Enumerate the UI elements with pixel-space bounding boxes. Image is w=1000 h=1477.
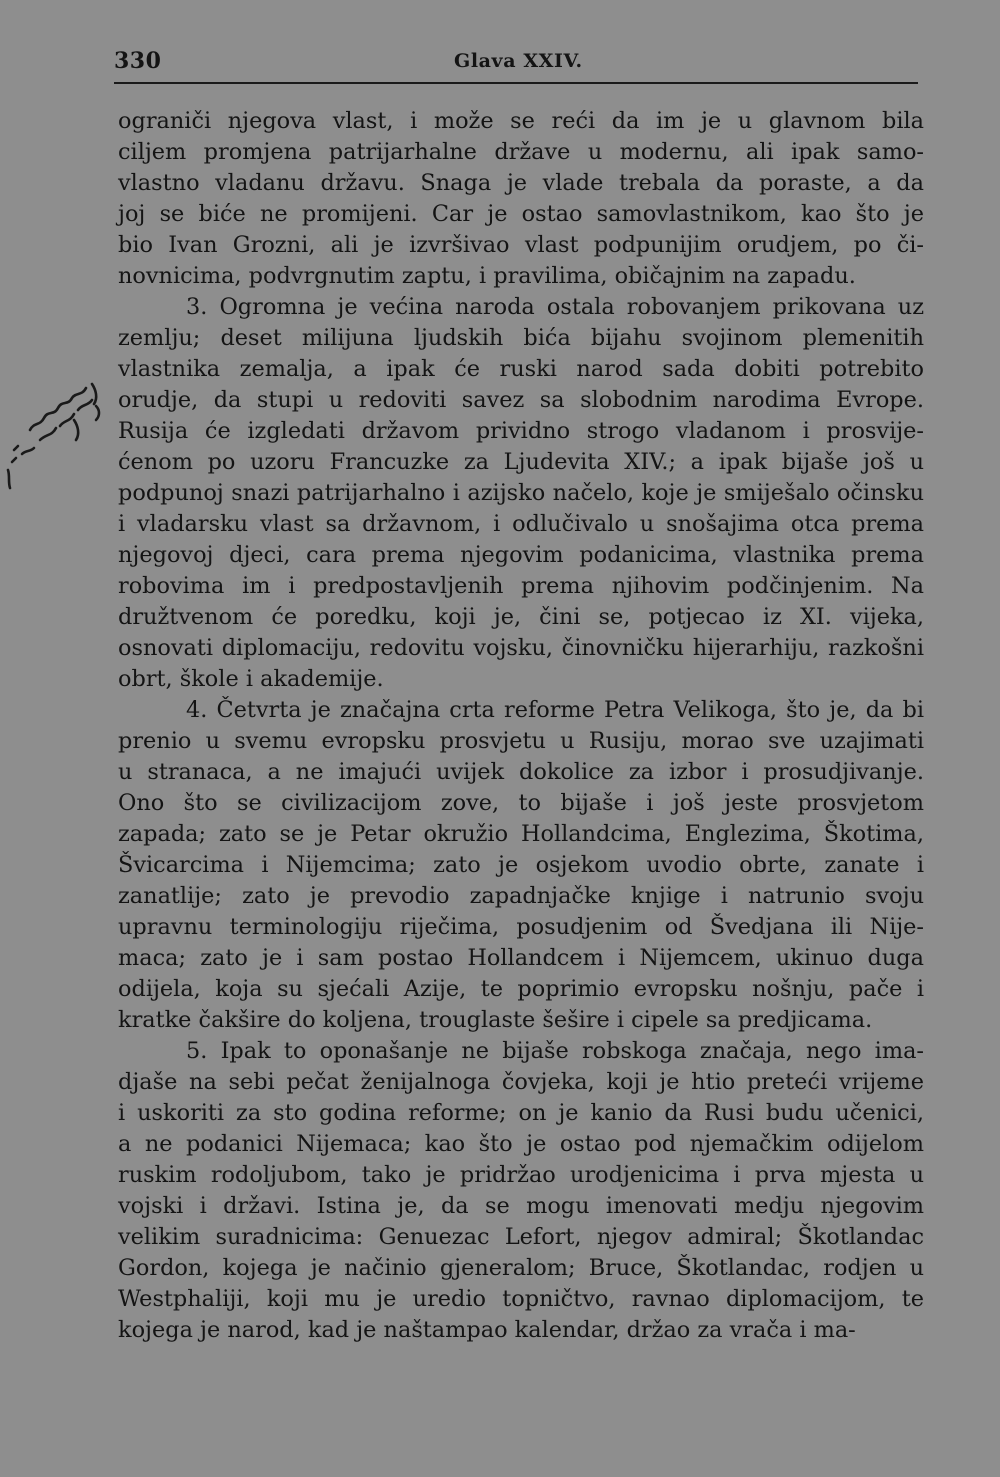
text-line: vlastno vladanu državu. Snaga je vlade trebala da poraste, a da (118, 170, 924, 196)
text-line: joj se biće ne promijeni. Car je ostao samovlastnikom, kao što je (118, 201, 924, 227)
page-number: 330 (114, 48, 162, 74)
text-line: 4. Četvrta je značajna crta reforme Petra Velikoga, što je, da bi (186, 697, 924, 723)
text-line: zemlju; deset milijuna ljudskih bića bijahu svojinom plemenitih (118, 325, 924, 351)
text-line: novnicima, podvrgnutim zaptu, i pravilima, običajnim na zapadu. (118, 263, 856, 289)
text-line: ćenom po uzoru Francuzke za Ljudevita XIV.; a ipak bijaše još u (118, 449, 924, 475)
handwritten-scribble-icon (0, 370, 112, 500)
text-line: 3. Ogromna je većina naroda ostala robovanjem prikovana uz (186, 294, 924, 320)
text-line: velikim suradnicima: Genuezac Lefort, njegov admiral; Škotlandac (118, 1224, 924, 1250)
text-line: zanatlije; zato je prevodio zapadnjačke knjige i natrunio svoju (118, 883, 924, 909)
text-line: obrt, škole i akademije. (118, 666, 384, 692)
text-line: djaše na sebi pečat ženijalnoga čovjeka, koji je htio preteći vrijeme (118, 1069, 924, 1095)
text-line: družtvenom će poredku, koji je, čini se, potjecao iz XI. vijeka, (118, 604, 924, 630)
text-line: Švicarcima i Nijemcima; zato je osjekom uvodio obrte, zanate i (118, 852, 924, 878)
paragraph-2 (118, 292, 924, 695)
text-line: podpunoj snazi patrijarhalno i azijsko načelo, koje je smiješalo očinsku (118, 480, 924, 506)
text-line: Gordon, kojega je načinio gjeneralom; Bruce, Škotlandac, rodjen u (118, 1255, 924, 1281)
text-line: Ono što se civilizacijom zove, to bijaše i još jeste prosvjetom (118, 790, 924, 816)
text-line: kojega je narod, kad je naštampao kalendar, držao za vrača i ma- (118, 1317, 856, 1343)
text-line: ograniči njegova vlast, i može se reći da im je u glavnom bila (118, 108, 924, 134)
text-line: vojski i državi. Istina je, da se mogu imenovati medju njegovim (118, 1193, 924, 1219)
text-line: maca; zato je i sam postao Hollandcem i Nijemcem, ukinuo duga (118, 945, 924, 971)
text-line: i vladarsku vlast sa državnom, i odlučivalo u snošajima otca prema (118, 511, 924, 537)
text-line: i uskoriti za sto godina reforme; on je kanio da Rusi budu učenici, (118, 1100, 924, 1126)
paragraph-4 (118, 1036, 924, 1346)
text-line: vlastnika zemalja, a ipak će ruski narod sada dobiti potrebito (118, 356, 924, 382)
body-text (118, 106, 924, 1346)
page-header (114, 48, 918, 84)
text-line: prenio u svemu evropsku prosvjetu u Rusiju, morao sve uzajimati (118, 728, 924, 754)
text-line: orudje, da stupi u redoviti savez sa slobodnim narodima Evrope. (118, 387, 924, 413)
text-line: 5. Ipak to oponašanje ne bijaše robskoga značaja, nego ima- (186, 1038, 924, 1064)
text-line: robovima im i predpostavljenih prema njihovim podčinjenim. Na (118, 573, 924, 599)
paragraph-3 (118, 695, 924, 1036)
text-line: upravnu terminologiju riječima, posudjenim od Švedjana ili Nije- (118, 914, 924, 940)
text-line: zapada; zato se je Petar okružio Hollandcima, Englezima, Škotima, (118, 821, 924, 847)
text-line: ciljem promjena patrijarhalne države u modernu, ali ipak samo- (118, 139, 924, 165)
text-line: u stranaca, a ne imajući uvijek dokolice za izbor i prosudjivanje. (118, 759, 924, 785)
paragraph-1 (118, 106, 924, 292)
text-line: a ne podanici Nijemaca; kao što je ostao pod njemačkim odijelom (118, 1131, 924, 1157)
text-line: Westphaliji, koji mu je uredio topničtvo, ravnao diplomacijom, te (118, 1286, 924, 1312)
text-line: bio Ivan Grozni, ali je izvršivao vlast podpunijim orudjem, po či- (118, 232, 924, 258)
text-line: odijela, koja su sjećali Azije, te poprimio evropsku nošnju, pače i (118, 976, 924, 1002)
running-head: Glava XXIV. (454, 50, 583, 72)
text-line: njegovoj djeci, cara prema njegovim podanicima, vlastnika prema (118, 542, 924, 568)
text-line: osnovati diplomaciju, redovitu vojsku, činovničku hijerarhiju, razkošni (118, 635, 924, 661)
text-line: Rusija će izgledati državom prividno strogo vladanom i prosvije- (118, 418, 924, 444)
text-line: ruskim rodoljubom, tako je pridržao urodjenicima i prva mjesta u (118, 1162, 924, 1188)
text-line: kratke čakšire do koljena, trouglaste šešire i cipele sa predjicama. (118, 1007, 873, 1033)
